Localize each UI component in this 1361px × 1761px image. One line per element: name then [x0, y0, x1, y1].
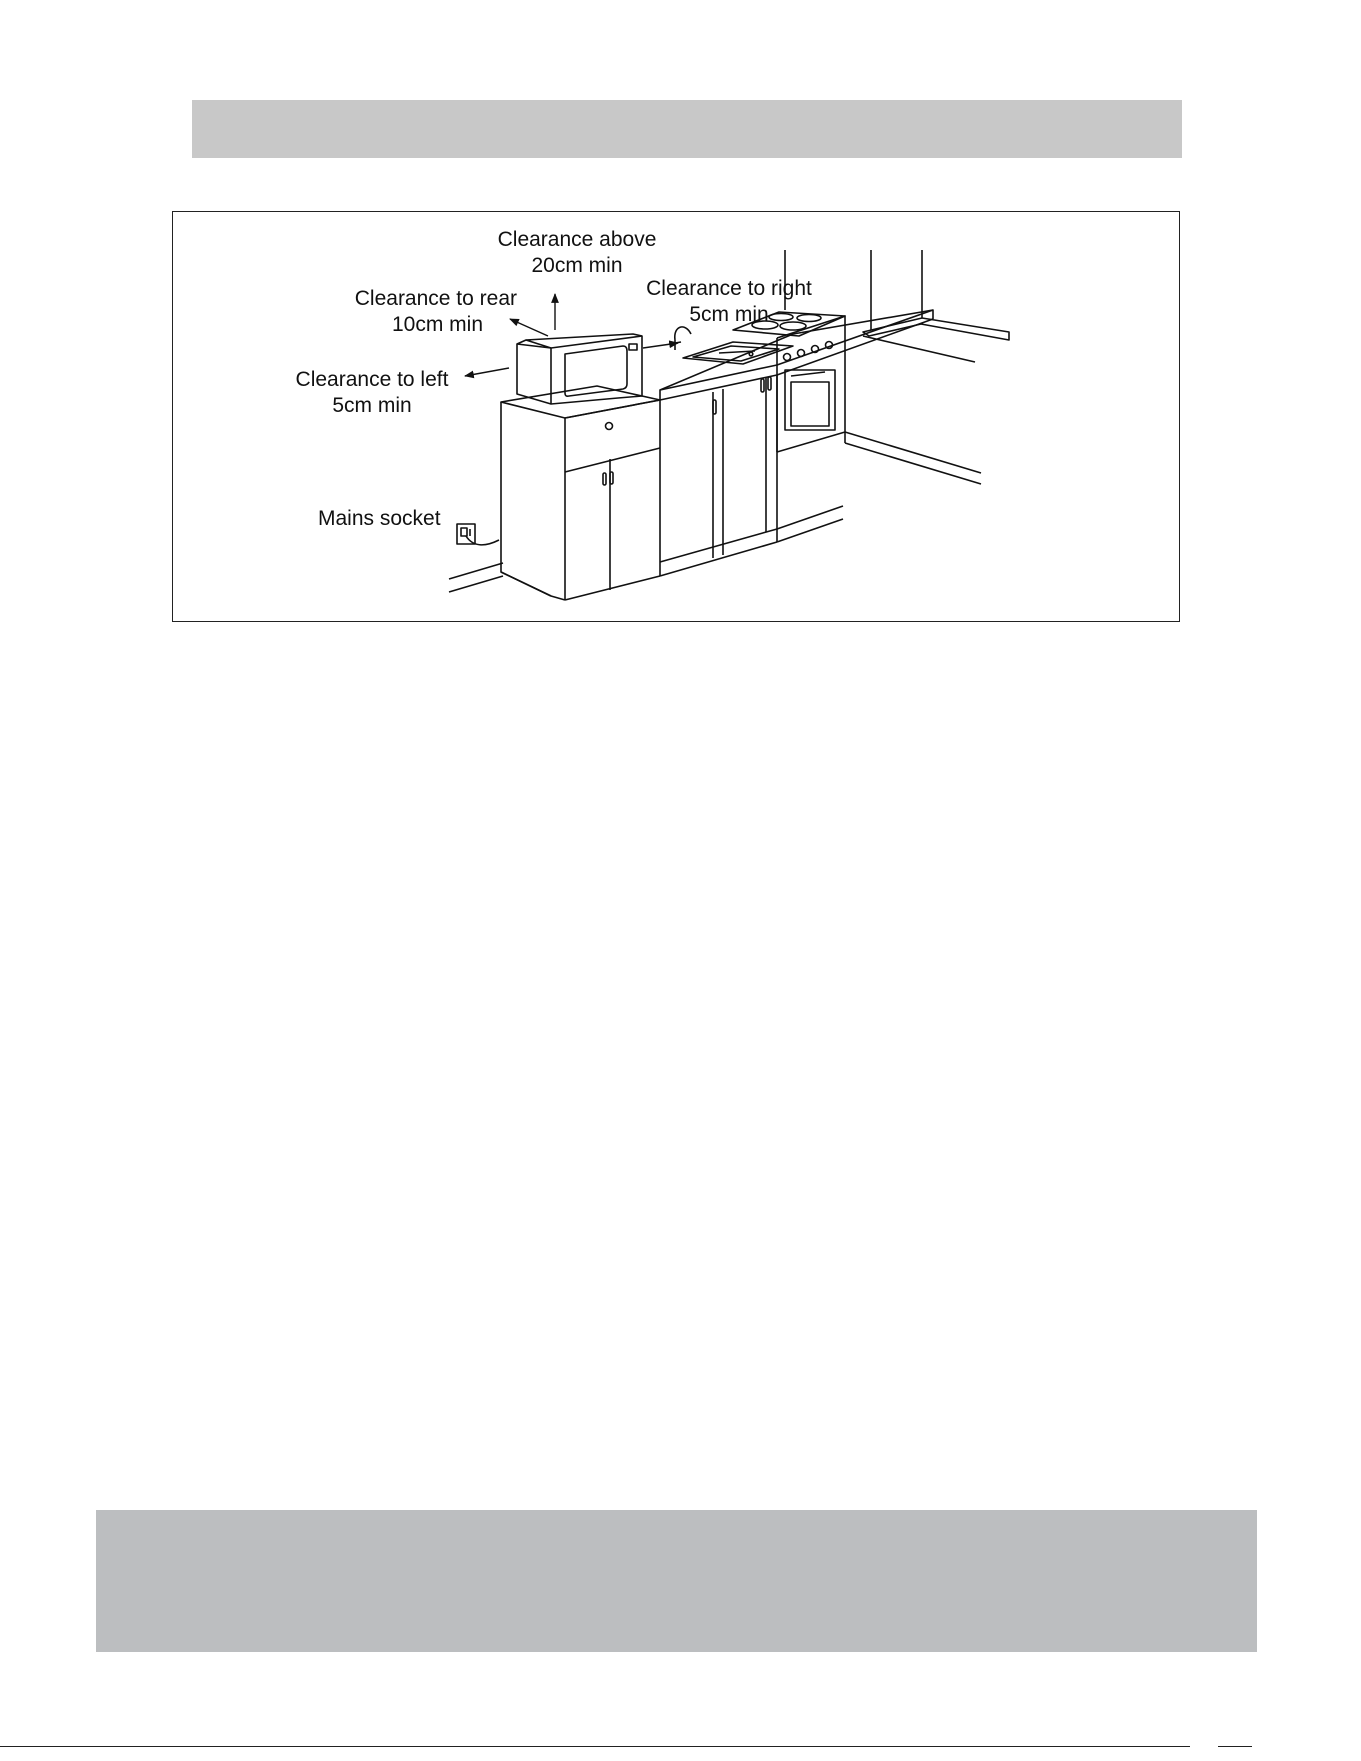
label-clearance-right-line2: 5cm min [689, 303, 769, 326]
arrow-left [465, 368, 509, 376]
label-mains-socket [318, 506, 458, 532]
bottom-rule [0, 1746, 1190, 1747]
sink-icon [669, 327, 793, 364]
label-clearance-right [629, 276, 829, 328]
label-clearance-above-line2: 20cm min [531, 254, 623, 277]
label-clearance-left [287, 367, 457, 419]
label-clearance-left-line2: 5cm min [332, 394, 412, 417]
label-clearance-rear-line2: 10cm min [391, 313, 483, 336]
bottom-rule-short [1218, 1746, 1252, 1747]
stand-cabinet [501, 386, 660, 600]
footer-bar [96, 1510, 1257, 1652]
label-clearance-right-line1: Clearance to right [646, 277, 812, 300]
label-clearance-rear [337, 286, 517, 338]
label-clearance-above [472, 227, 682, 279]
window-sill [863, 250, 1009, 362]
label-clearance-rear-line1: Clearance to rear [354, 287, 517, 310]
floor-skirting-left [449, 563, 503, 592]
mains-socket-icon [457, 524, 499, 545]
base-cabinets [660, 375, 843, 576]
label-clearance-left-line1: Clearance to left [295, 368, 449, 391]
microwave-icon [517, 334, 642, 404]
label-mains-socket-text: Mains socket [318, 507, 441, 530]
label-clearance-above-line1: Clearance above [497, 228, 657, 251]
arrow-right [643, 343, 678, 348]
header-bar [192, 100, 1182, 158]
installation-clearance-figure [172, 211, 1180, 622]
